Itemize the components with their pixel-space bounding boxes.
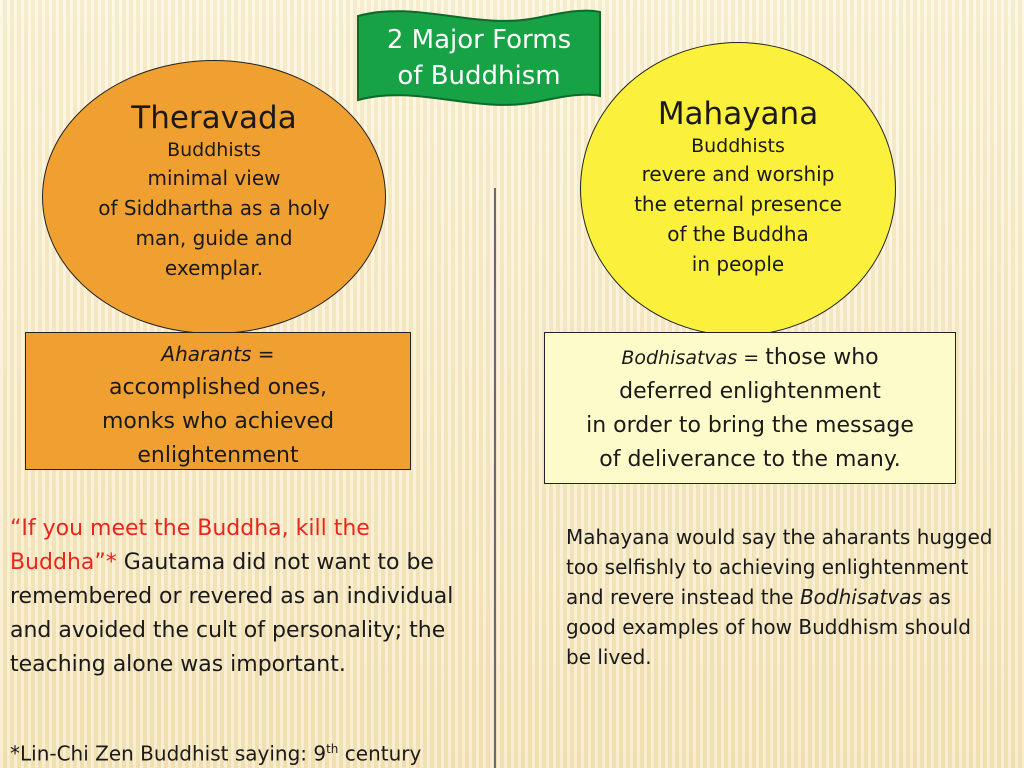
theravada-title: Theravada (131, 100, 297, 136)
bodhisatvas-term: Bodhisatvas (621, 347, 738, 369)
buddha-quote-paragraph (10, 512, 480, 682)
banner-title-line2: of Buddhism (397, 61, 561, 91)
footnote-text: *Lin-Chi Zen Buddhist saying: 9 (10, 741, 327, 766)
aharants-term: Aharants (161, 342, 252, 366)
theravada-line-2: of Siddhartha as a holy (98, 196, 330, 220)
bodhisatvas-line-1-rest: those who (765, 345, 879, 370)
buddha-quote: “If you meet the Buddha, kill the Buddha”* (10, 516, 370, 575)
bodhisatvas-box (544, 332, 956, 484)
mahayana-note-part2: as good examples of how Buddhism should be lived. (566, 585, 971, 669)
theravada-line-4: exemplar. (164, 256, 264, 280)
aharants-line-3: enlightenment (137, 443, 299, 468)
footnote-tail: century (338, 741, 422, 766)
mahayana-oval (580, 42, 896, 336)
footnote (10, 735, 480, 768)
bodhisatvas-equals: = (737, 347, 766, 369)
mahayana-note-paragraph (566, 522, 996, 672)
banner-title-line1: 2 Major Forms (386, 25, 572, 55)
theravada-line-3: man, guide and (135, 226, 293, 250)
bodhisatvas-line-2: deferred enlightenment (619, 379, 881, 404)
bodhisatvas-line-4: of deliverance to the many. (599, 447, 901, 472)
aharants-equals: = (251, 342, 275, 366)
mahayana-line-3: of the Buddha (667, 222, 809, 246)
mahayana-note-italic: Bodhisatvas (799, 585, 922, 609)
theravada-subtitle: Buddhists (167, 139, 261, 161)
aharants-heading (26, 337, 410, 371)
mahayana-note-part1: Mahayana would say the aharants hugged too selfishly to achieving enlightenment and revere instead the (566, 525, 993, 609)
quote-explanation: Gautama did not want to be remembered or revered as an individual and avoided the cult of personality; the teaching alone was important. (10, 550, 454, 677)
theravada-line-1: minimal view (147, 166, 281, 190)
aharants-line-2: monks who achieved (101, 409, 335, 434)
bodhisatvas-heading (545, 341, 955, 375)
footnote-sup: th (326, 742, 339, 756)
theravada-oval (42, 60, 386, 334)
mahayana-subtitle: Buddhists (691, 135, 785, 157)
mahayana-title: Mahayana (657, 96, 819, 132)
aharants-line-1: accomplished ones, (108, 375, 328, 400)
mahayana-line-4: in people (691, 252, 785, 276)
title-banner (356, 4, 602, 110)
aharants-box (25, 332, 411, 470)
mahayana-line-2: the eternal presence (634, 192, 842, 216)
mahayana-line-1: revere and worship (641, 162, 835, 186)
center-divider (494, 188, 496, 768)
bodhisatvas-line-3: in order to bring the message (586, 413, 914, 438)
